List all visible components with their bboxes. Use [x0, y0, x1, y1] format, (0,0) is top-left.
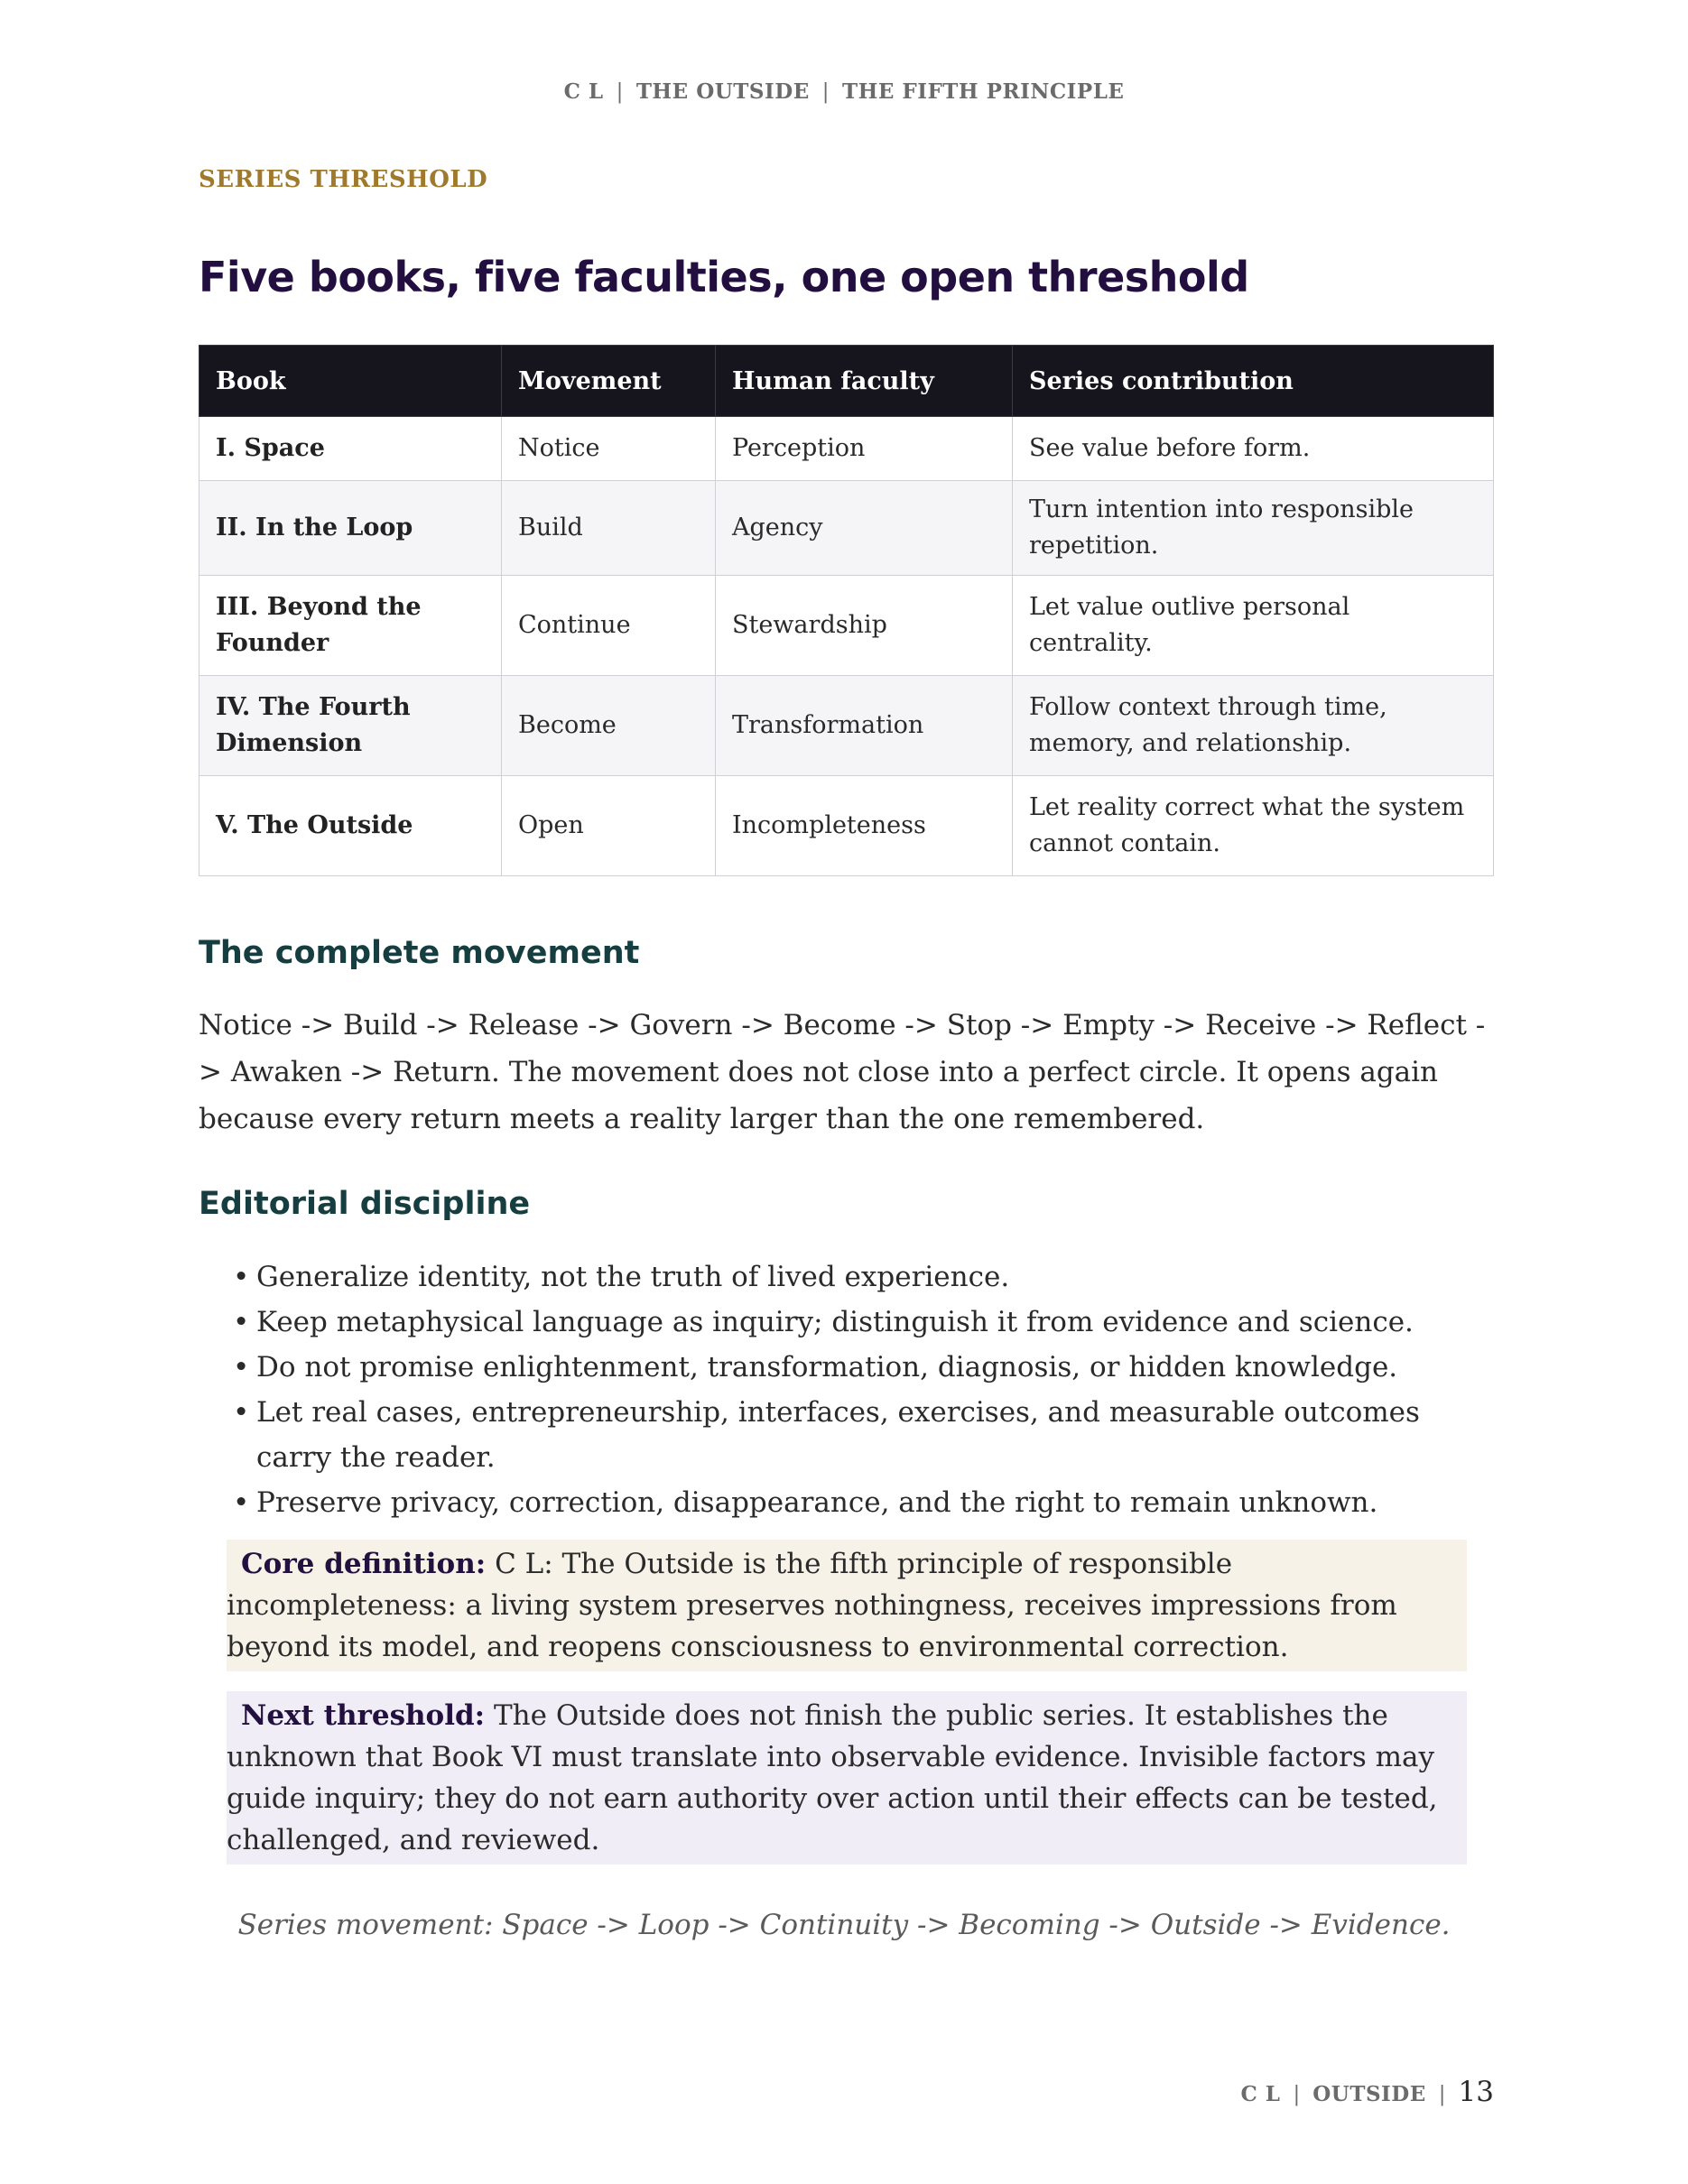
- running-footer: [1240, 2076, 1494, 2108]
- running-header: [0, 79, 1688, 104]
- bullet-icon: •: [233, 1261, 250, 1293]
- cell-movement: Build: [502, 481, 716, 576]
- bullet-icon: •: [233, 1351, 250, 1384]
- cell-faculty: Agency: [716, 481, 1013, 576]
- table-row: [199, 481, 1494, 576]
- footer-separator: |: [1438, 2083, 1446, 2106]
- column-header-contribution: Series contribution: [1013, 346, 1494, 417]
- list-item-text: Generalize identity, not the truth of lived experience.: [256, 1261, 1010, 1293]
- footer-author: C L: [1240, 2082, 1281, 2106]
- cell-contribution: Turn intention into responsible repetition.: [1013, 481, 1494, 576]
- section-kicker: SERIES THRESHOLD: [199, 166, 488, 193]
- column-header-movement: Movement: [502, 346, 716, 417]
- page-title: Five books, five faculties, one open threshold: [199, 253, 1249, 301]
- cell-movement: Become: [502, 676, 716, 776]
- cell-contribution: Follow context through time, memory, and relationship.: [1013, 676, 1494, 776]
- header-author: C L: [563, 79, 604, 104]
- cell-book: I. Space: [199, 417, 502, 481]
- cell-contribution: See value before form.: [1013, 417, 1494, 481]
- cell-book: V. The Outside: [199, 776, 502, 876]
- table-row: [199, 676, 1494, 776]
- header-book-title: THE OUTSIDE: [635, 79, 810, 104]
- cell-movement: Notice: [502, 417, 716, 481]
- cell-contribution: Let value outlive personal centrality.: [1013, 576, 1494, 676]
- header-separator: |: [616, 80, 624, 104]
- column-header-faculty: Human faculty: [716, 346, 1013, 417]
- header-separator: |: [821, 80, 830, 104]
- complete-movement-paragraph: Notice -> Build -> Release -> Govern -> Become -> Stop -> Empty -> Receive -> Reflect -> Awaken -> Return. The movement does not close into a perfect circle. It opens again because every return meets a reality larger than the one remembered.: [199, 1009, 1486, 1135]
- table-row: [199, 776, 1494, 876]
- list-item: [233, 1254, 1488, 1300]
- list-item: [233, 1390, 1488, 1480]
- next-threshold-label: Next threshold:: [241, 1699, 486, 1732]
- footer-separator: |: [1293, 2083, 1301, 2106]
- core-definition-label: Core definition:: [241, 1548, 487, 1580]
- cell-book: IV. The Fourth Dimension: [199, 676, 502, 776]
- list-item: [233, 1480, 1488, 1525]
- table-row: [199, 576, 1494, 676]
- core-definition-callout: [227, 1540, 1467, 1671]
- section-heading-editorial-discipline: Editorial discipline: [199, 1186, 531, 1222]
- cell-faculty: Transformation: [716, 676, 1013, 776]
- table-row: [199, 417, 1494, 481]
- series-table: [199, 345, 1494, 876]
- cell-book: II. In the Loop: [199, 481, 502, 576]
- cell-movement: Continue: [502, 576, 716, 676]
- list-item-text: Let real cases, entrepreneurship, interfaces, exercises, and measurable outcomes carry the reader.: [256, 1396, 1420, 1474]
- list-item-text: Preserve privacy, correction, disappearance, and the right to remain unknown.: [256, 1486, 1378, 1519]
- cell-faculty: Stewardship: [716, 576, 1013, 676]
- bullet-icon: •: [233, 1396, 250, 1429]
- section-heading-complete-movement: The complete movement: [199, 935, 640, 971]
- core-definition-text: C L: The Outside is the fifth principle of responsible incompleteness: a living system preserves nothingness, receives impressions from beyond its model, and reopens consciousness to environmental correction.: [227, 1548, 1397, 1663]
- next-threshold-text: The Outside does not finish the public series. It establishes the unknown that Book VI must translate into observable evidence. Invisible factors may guide inquiry; they do not earn authority over action until their effects can be tested, challenged, and reviewed.: [227, 1699, 1438, 1856]
- list-item: [233, 1345, 1488, 1390]
- series-movement-line: Series movement: Space -> Loop -> Continuity -> Becoming -> Outside -> Evidence.: [237, 1909, 1451, 1941]
- table-header-row: [199, 346, 1494, 417]
- cell-book: III. Beyond the Founder: [199, 576, 502, 676]
- list-item-text: Keep metaphysical language as inquiry; distinguish it from evidence and science.: [256, 1306, 1414, 1338]
- column-header-book: Book: [199, 346, 502, 417]
- editorial-bullet-list: [233, 1254, 1488, 1525]
- bullet-icon: •: [233, 1486, 250, 1519]
- cell-movement: Open: [502, 776, 716, 876]
- cell-faculty: Perception: [716, 417, 1013, 481]
- page-number: 13: [1458, 2076, 1494, 2108]
- list-item-text: Do not promise enlightenment, transformation, diagnosis, or hidden knowledge.: [256, 1351, 1398, 1384]
- bullet-icon: •: [233, 1306, 250, 1338]
- list-item: [233, 1300, 1488, 1345]
- next-threshold-callout: [227, 1691, 1467, 1865]
- header-section: THE FIFTH PRINCIPLE: [842, 79, 1125, 104]
- cell-faculty: Incompleteness: [716, 776, 1013, 876]
- footer-book-title: OUTSIDE: [1312, 2082, 1426, 2106]
- cell-contribution: Let reality correct what the system cannot contain.: [1013, 776, 1494, 876]
